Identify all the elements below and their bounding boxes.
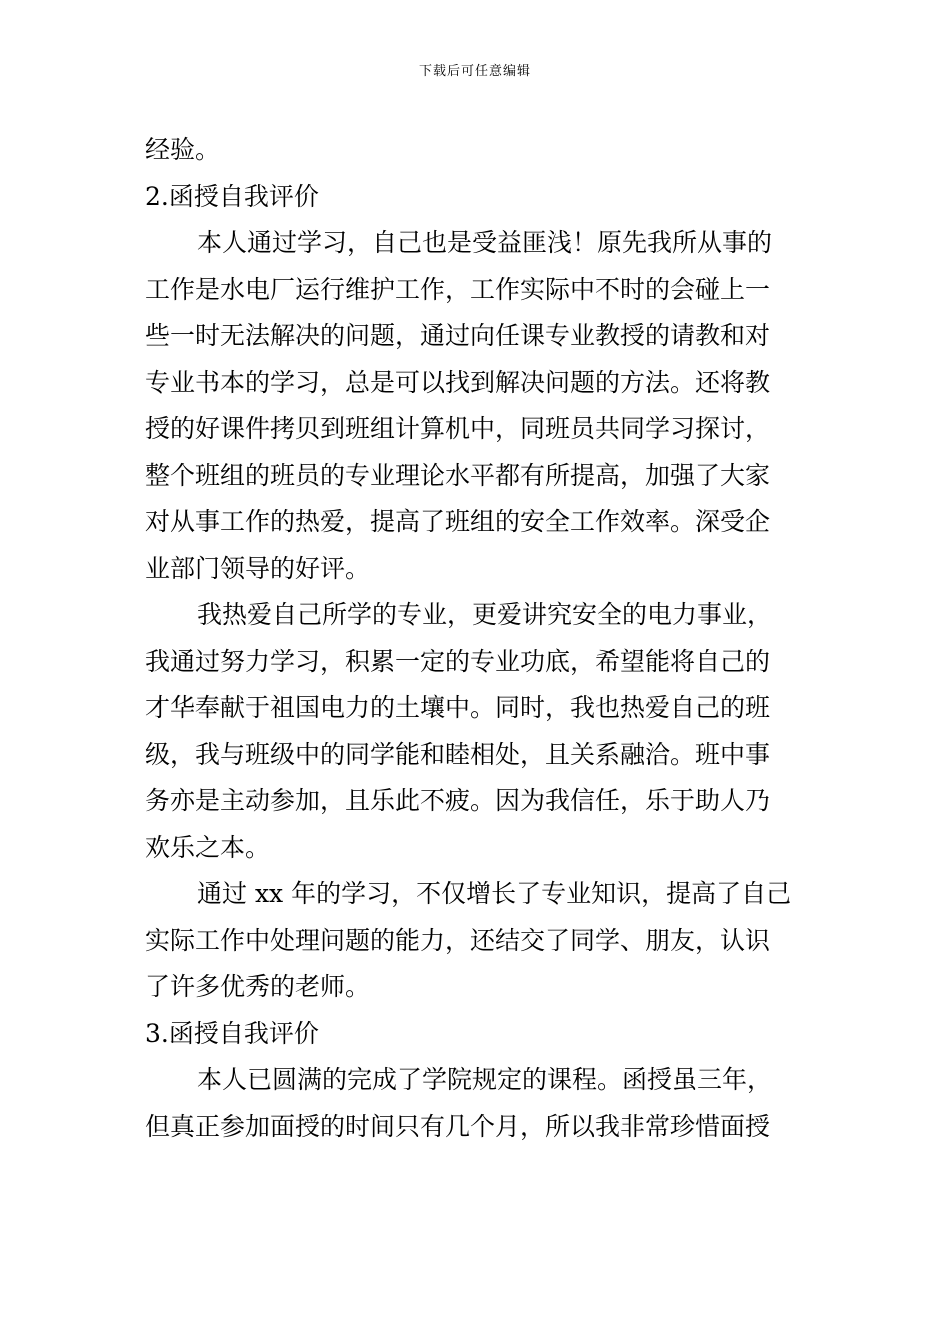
text-line: 务亦是主动参加，且乐此不疲。因为我信任，乐于助人乃 [145,786,771,815]
text-line: 欢乐之本。 [145,832,271,862]
text-line: 级，我与班级中的同学能和睦相处，且关系融洽。班中事 [145,739,771,769]
text-line: 经验。 [145,135,221,164]
page-header: 下载后可任意编辑 [418,64,531,79]
text-line: 专业书本的学习，总是可以找到解决问题的方法。还将教 [145,367,771,397]
document-body [145,127,815,1150]
section-heading: 3.函授自我评价 [145,1018,319,1048]
text-line: 业部门领导的好评。 [145,553,371,583]
text-line: 才华奉献于祖国电力的土壤中。同时，我也热爱自己的班 [145,693,771,722]
text-line: 工作是水电厂运行维护工作，工作实际中不时的会碰上一 [145,274,771,304]
text-line: 整个班组的班员的专业理论水平都有所提高，加强了大家 [145,460,771,490]
text-line: 些一时无法解决的问题，通过向任课专业教授的请教和对 [145,321,771,350]
paragraph-start: 通过 xx 年的学习，不仅增长了专业知识，提高了自己 [197,879,792,908]
section-heading: 2.函授自我评价 [145,181,319,211]
text-line: 对从事工作的热爱，提高了班组的安全工作效率。深受企 [145,507,771,536]
text-line: 我通过努力学习，积累一定的专业功底，希望能将自己的 [145,646,771,676]
text-line: 授的好课件拷贝到班组计算机中，同班员共同学习探讨， [145,414,771,443]
text-line: 实际工作中处理问题的能力，还结交了同学、朋友，认识 [145,925,771,955]
text-line: 但真正参加面授的时间只有几个月，所以我非常珍惜面授 [145,1111,771,1141]
paragraph-start: 本人通过学习，自己也是受益匪浅！原先我所从事的 [197,228,773,257]
text-line: 了许多优秀的老师。 [145,972,371,1001]
paragraph-start: 本人已圆满的完成了学院规定的课程。函授虽三年， [197,1065,773,1094]
paragraph-start: 我热爱自己所学的专业，更爱讲究安全的电力事业， [197,600,773,629]
